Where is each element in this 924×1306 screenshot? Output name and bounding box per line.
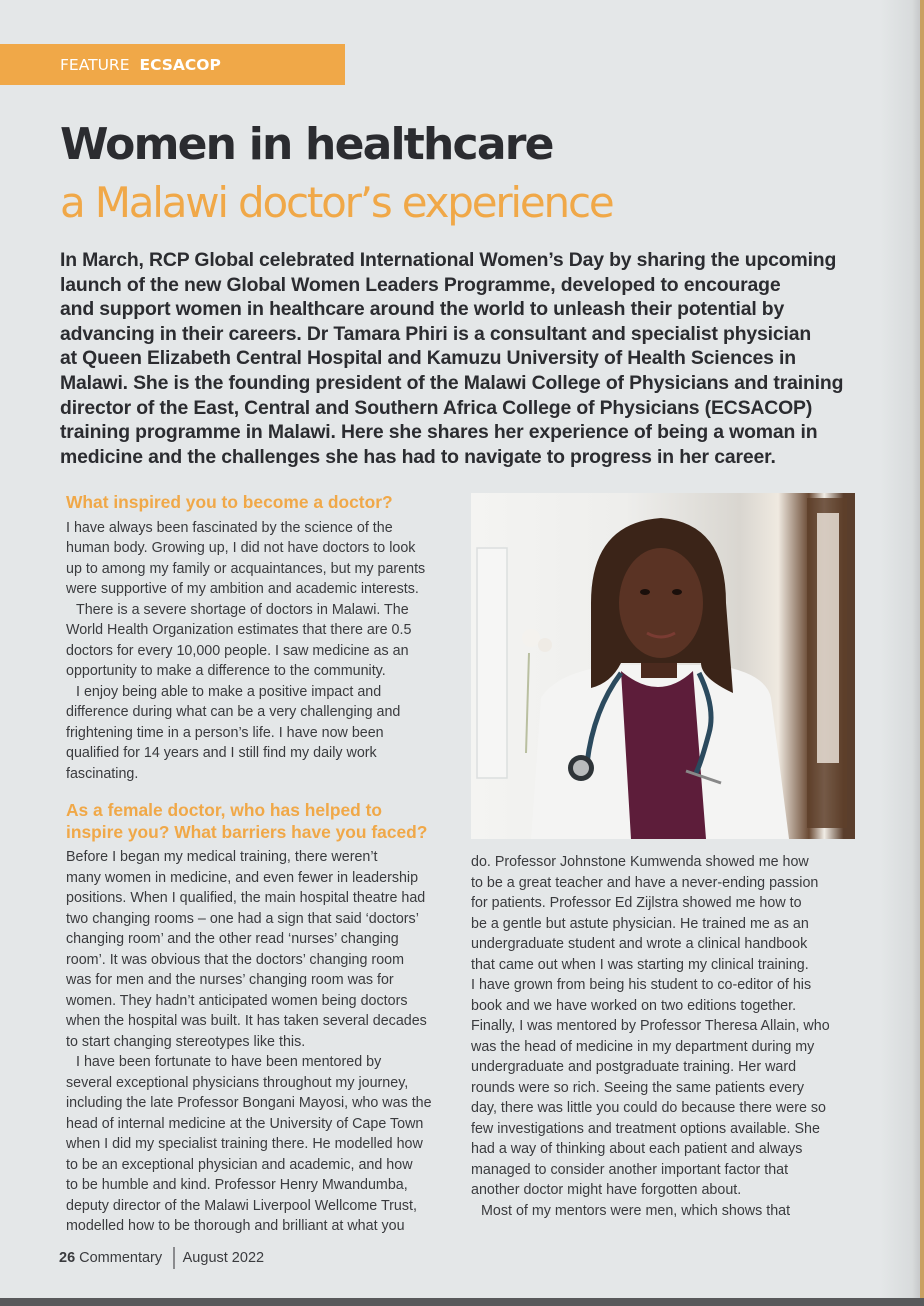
standfirst-text: advancing in their careers. [60,322,302,345]
article-subtitle: a Malawi doctor’s experience [60,178,613,227]
question-heading-text: inspire you? What barriers have you faced? [66,821,428,842]
banner-section: ECSACOP [139,55,221,74]
body-line: qualified for 14 years and I still find my daily work [66,745,377,761]
article-title: Women in healthcare [60,119,553,170]
bottom-bar [0,1298,924,1306]
body-line: day, there was little you could do because there were so [471,1100,826,1116]
body-line: difference during what can be a very challenging and [66,704,401,720]
body-line: up to among my family or acquaintances, but my parents [66,560,426,577]
interviewee-name: Dr Tamara Phiri [306,322,448,345]
body-line: positions. When I qualified, the main hospital theatre had [66,890,426,906]
question-heading-text: What inspired you to become a doctor? [66,492,393,512]
body-line: There is a severe shortage of doctors in Malawi. The [76,601,409,618]
standfirst-line: medicine and the challenges she has had to navigate to progress in her career. [60,445,776,468]
body-line: book and we have worked on two editions together. [471,997,797,1014]
body-line: modelled how to be thorough and brilliant at what you [66,1218,405,1234]
footer-divider [173,1247,175,1269]
body-line: that came out when I was starting my clinical training. [471,956,809,973]
body-line: I have always been fascinated by the science of the [66,519,393,536]
standfirst [60,248,860,469]
body-line: women. They hadn’t anticipated women being doctors [66,992,408,1009]
standfirst-line: training programme in Malawi. Here she shares her experience of being a woman in [60,421,818,444]
body-line: I have grown from being his student to co-editor of his [471,977,812,993]
body-line: undergraduate and postgraduate training. Her ward [471,1059,797,1075]
body-line: two changing rooms – one had a sign that said ‘doctors’ [66,910,419,927]
body-line: doctors for every 10,000 people. I saw medicine as an [66,642,409,659]
body-line: I have been fortunate to have been mentored by [76,1054,382,1070]
question-heading [66,800,452,843]
body-line: Before I began my medical training, there weren’t [66,849,378,865]
body-line: for patients. Professor Ed Zijlstra showed me how to [471,895,802,911]
body-line: when I did my specialist training there. He modelled how [66,1136,423,1152]
body-line: Finally, I was mentored by Professor Theresa Allain, who [471,1018,830,1034]
publication-name: Commentary [79,1250,163,1266]
standfirst-line: launch of the new Global Women Leaders Programme, developed to encourage [60,273,781,296]
body-line: including the late Professor Bongani Mayosi, who was the [66,1095,432,1111]
feature-banner [0,44,345,85]
standfirst-line: and support women in healthcare around the world to unleash their potential by [60,298,785,321]
page-edge [920,0,924,1298]
body-line: head of internal medicine at the University of Cape Town [66,1115,424,1132]
body-line: be a gentle but astute physician. He trained me as an [471,915,809,932]
body-line: World Health Organization estimates that there are 0.5 [66,622,412,638]
body-line: changing room’ and the other read ‘nurses’ changing [66,931,399,947]
standfirst-line: Malawi. She is the founding president of the Malawi College of Physicians and training [60,371,844,394]
body-line: deputy director of the Malawi Liverpool Wellcome Trust, [66,1197,417,1214]
body-line: several exceptional physicians throughout my journey, [66,1074,409,1091]
portrait-photo [471,493,855,839]
body-line: to be a great teacher and have a never-ending passion [471,874,819,891]
body-line: rounds were so rich. Seeing the same patients every [471,1079,804,1096]
body-line: was for men and the nurses’ changing room was for [66,972,394,988]
issue-date: August 2022 [182,1250,265,1266]
standfirst-line: In March, RCP Global celebrated International Women’s Day by sharing the upcoming [60,249,837,271]
body-line: managed to consider another important factor that [471,1161,789,1178]
section-mentors [66,800,452,1237]
body-line: another doctor might have forgotten about. [471,1182,742,1198]
standfirst-text: is a consultant and specialist physician [447,322,812,345]
section-inspiration [66,492,452,784]
banner-kicker: FEATURE [60,55,130,74]
body-line: undergraduate student and wrote a clinical handbook [471,936,808,952]
question-heading [66,492,452,514]
body-line: had a way of thinking about each patient and always [471,1141,803,1157]
body-line: were supportive of my ambition and academic interests. [66,581,419,597]
body-line: few investigations and treatment options available. She [471,1120,820,1137]
body-line: fascinating. [66,765,139,782]
body-line: room’. It was obvious that the doctors’ changing room [66,951,405,968]
body-line: when the hospital was built. It has taken several decades [66,1013,427,1029]
standfirst-line: director of the East, Central and Southern Africa College of Physicians (ECSACOP) [60,396,813,419]
portrait-illustration [471,493,855,839]
body-line: do. Professor Johnstone Kumwenda showed me how [471,854,809,870]
body-line: to start changing stereotypes like this. [66,1033,306,1050]
body-line: to be an exceptional physician and academic, and how [66,1156,413,1173]
body-line: Most of my mentors were men, which shows that [481,1202,791,1219]
body-line: opportunity to make a difference to the community. [66,663,386,679]
standfirst-line [60,322,860,347]
page-footer [59,1247,264,1269]
body-line: to be humble and kind. Professor Henry Mwandumba, [66,1177,408,1193]
body-line: human body. Growing up, I did not have doctors to look [66,540,416,556]
page-number: 26 [59,1250,76,1266]
standfirst-line: at Queen Elizabeth Central Hospital and Kamuzu University of Health Sciences in [60,347,796,370]
body-line: frightening time in a person’s life. I have now been [66,724,384,741]
section-mentors-continued [471,852,857,1221]
question-heading-text: As a female doctor, who has helped to [66,800,382,820]
body-line: many women in medicine, and even fewer in leadership [66,869,419,886]
body-line: I enjoy being able to make a positive impact and [76,683,382,700]
body-line: was the head of medicine in my department during my [471,1038,815,1055]
